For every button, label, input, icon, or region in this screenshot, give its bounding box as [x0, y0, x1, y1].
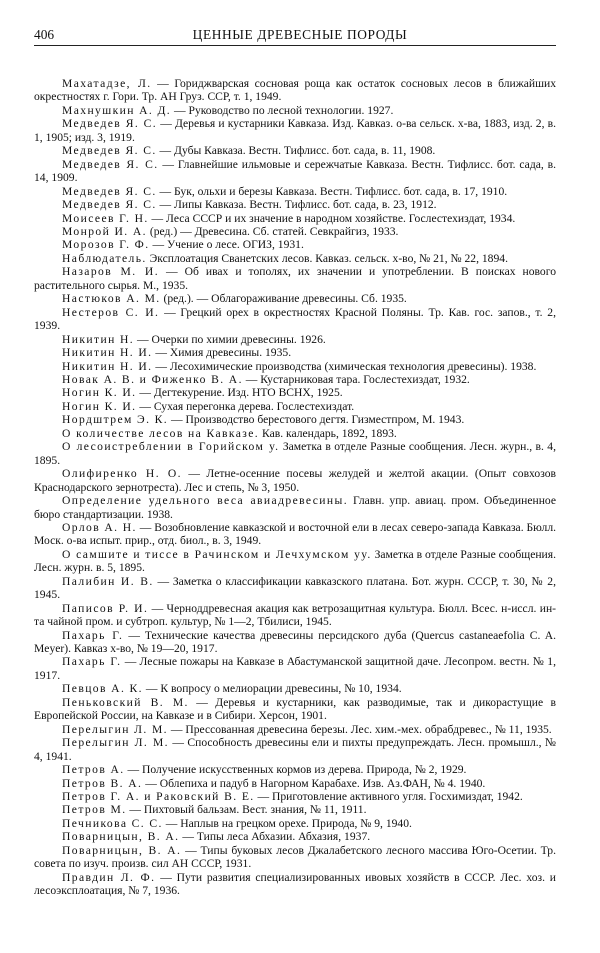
reference-entry — [34, 723, 556, 736]
running-title: ЦЕННЫЕ ДРЕВЕСНЫЕ ПОРОДЫ — [192, 27, 408, 42]
reference-entry — [34, 306, 556, 333]
reference-author: О количестве лесов на Кавказе. — [62, 426, 260, 440]
reference-text: — Возобновление кавказской и восточной ели в лесах северо-запада Кавказа. Бюлл. Моск. о-ва испыт. прир., отд. биол., в. 3, 1949. — [34, 520, 557, 548]
reference-author: Поварницын, В. А. — [62, 843, 182, 857]
reference-text: — Руководство по лесной технологии. 1927. — [174, 103, 394, 117]
reference-author: Никитин Н. И. — [62, 359, 153, 373]
reference-text: — Технические качества древесины персидского дуба (Quercus castaneaefolia C. A. Meyer). Кавказ х-во, № 19—20, 1917. — [34, 628, 556, 656]
reference-entry — [34, 158, 556, 185]
reference-text: — Кустарниковая тара. Гослестехиздат, 1932. — [245, 372, 470, 386]
reference-author: Нордштрем Э. К. — [62, 413, 169, 427]
reference-author: Орлов А. Н. — [62, 520, 137, 534]
reference-text: — Лесохимические производства (химическая технология древесины). 1938. — [155, 359, 537, 373]
reference-author: Моисеев Г. Н. — [62, 211, 149, 225]
reference-text: — Лесные пожары на Кавказе в Абастуманской защитной даче. Лесопром. вестн. № 1, 1917. — [34, 655, 556, 682]
reference-text: — К вопросу о мелиорации древесины, № 10, 1934. — [145, 682, 402, 696]
reference-text: — Облепиха и падуб в Нагорном Карабахе. Изв. Аз.ФАН, № 4. 1940. — [145, 776, 486, 790]
reference-entry — [34, 386, 556, 399]
reference-author: Нестеров С. И. — [62, 305, 160, 319]
reference-text: — Приготовление активного угля. Госхимиздат, 1942. — [257, 790, 523, 804]
reference-text: — Пихтовый бальзам. Вест. знания, № 11, 1911. — [129, 803, 367, 817]
reference-entry — [34, 548, 556, 575]
reference-text: — Сухая перегонка дерева. Гослестехиздат. — [139, 399, 355, 413]
reference-author: Пахарь Г. — [62, 655, 122, 669]
reference-entry — [34, 817, 556, 830]
page-header — [34, 26, 556, 46]
reference-author: Пеньковский В. М. — [62, 695, 189, 709]
reference-author: Правдин Л. Ф. — [62, 870, 156, 884]
page-number: 406 — [34, 27, 55, 42]
reference-text: — Производство берестового дегтя. Гизместпром, М. 1943. — [171, 413, 465, 427]
reference-author: Поварницын, В. А. — [62, 830, 180, 844]
reference-author: Медведев Я. С. — [62, 144, 157, 158]
reference-entry — [34, 844, 556, 871]
reference-entry — [34, 629, 556, 656]
reference-author: Медведев Я. С. — [62, 198, 157, 212]
reference-text: — Пути развития специализированных ивовых хозяйств в СССР. Лес. хоз. и лесоэксплоатация, № 7, 1936. — [34, 870, 556, 898]
reference-entry — [34, 265, 556, 292]
reference-author: Печникова С. С. — [62, 816, 163, 830]
reference-text: — Дегтекурение. Изд. НТО ВСНХ, 1925. — [139, 386, 343, 400]
reference-author: Определение удельного веса авиадревесины. — [62, 494, 348, 508]
reference-author: Медведев Я. С. — [62, 157, 159, 171]
reference-entry — [34, 360, 556, 373]
reference-author: Морозов Г. Ф. — [62, 238, 150, 252]
reference-entry — [34, 830, 556, 843]
reference-text: — Типы буковых лесов Джалабетского лесного массива Юго-Осетии. Тр. совета по изуч. произв. сил АН СССР, 1931. — [34, 843, 556, 871]
reference-author: Паписов Р. И. — [62, 601, 149, 615]
reference-text: — Черноддревесная акация как ветрозащитная культура. Бюлл. Всес. н-иссл. ин-та чайной пром. и субтроп. культур, № 1—2, Тбилиси, 1945. — [34, 601, 557, 629]
reference-entry — [34, 238, 556, 251]
reference-text: — Деревья и кустарники Кавказа. Изд. Кавказ. о-ва сельск. х-ва, 1883, изд. 2, в. 1, 1905; изд. 3, 1919. — [34, 117, 556, 144]
reference-text: — Химия древесины. 1935. — [155, 346, 292, 360]
reference-entry — [34, 763, 556, 776]
reference-entry — [34, 790, 556, 803]
reference-author: Никитин Н. — [62, 332, 135, 346]
reference-entry — [34, 467, 556, 494]
reference-text: — Способность древесины ели и пихты предупреждать. Лесн. промышл., № 4, 1941. — [34, 736, 556, 763]
reference-entry — [34, 494, 556, 521]
reference-author: Ногин К. И. — [62, 399, 137, 413]
reference-author: Монрой И. А. — [62, 224, 147, 238]
reference-author: Настюков А. М. — [62, 292, 161, 306]
reference-author: Петров М. — [62, 803, 127, 817]
reference-text: — Леса СССР и их значение в народном хозяйстве. Гослестехиздат, 1934. — [151, 211, 516, 225]
reference-author: Палибин И. В. — [62, 574, 154, 588]
reference-entry — [34, 602, 556, 629]
reference-text: — Деревья и кустарники, как разводимые, так и дикорастущие в Европейской России, на Кавказе и в Сибири. Херсон, 1901. — [34, 695, 556, 723]
reference-entry — [34, 252, 556, 265]
reference-entry — [34, 144, 556, 157]
reference-entry — [34, 521, 556, 548]
reference-entry — [34, 871, 556, 898]
reference-text: Заметка в отделе Разные сообщения. Лесн. журн., в. 4, 1895. — [34, 440, 556, 467]
reference-text: — Заметка о классификации кавказского платана. Бот. журн. СССР, т. 30, № 2, 1945. — [34, 574, 556, 602]
reference-author: Медведев Я. С. — [62, 117, 158, 131]
reference-entry — [34, 427, 556, 440]
reference-entry — [34, 400, 556, 413]
reference-author: Махатадзе, Л. — [62, 77, 152, 90]
reference-text: — Гориджварская сосновая роща как остаток сосновых лесов в ближайших окрестностях г. Гори. Тр. АН Груз. ССР, т. 1, 1949. — [34, 77, 556, 104]
reference-text: — Грецкий орех в окрестностях Красной Поляны. Тр. Кав. гос. запов., т. 2, 1939. — [34, 305, 556, 333]
reference-text: Главн. упр. авиац. пром. Объединенное бюро стандартизации. 1938. — [34, 494, 556, 521]
reference-text: — Бук, ольхи и березы Кавказа. Вестн. Тифлисс. бот. сада, в. 17, 1910. — [159, 184, 508, 198]
reference-entry — [34, 117, 556, 144]
reference-entry — [34, 292, 556, 305]
reference-author: Петров А. — [62, 763, 125, 777]
reference-entry — [34, 104, 556, 117]
reference-entry — [34, 440, 556, 467]
reference-entry — [34, 346, 556, 359]
reference-text: — Очерки по химии древесины. 1926. — [136, 332, 326, 346]
reference-author: Перелыгин Л. М. — [62, 722, 168, 736]
reference-text: — Дубы Кавказа. Вестн. Тифлисс. бот. сада, в. 11, 1908. — [159, 144, 436, 158]
reference-entry — [34, 185, 556, 198]
reference-text: — Об ивах и тополях, их значении и употреблении. В поисках нового растительного сырья. М., 1935. — [34, 265, 556, 292]
reference-entry — [34, 777, 556, 790]
reference-entry — [34, 575, 556, 602]
reference-entry — [34, 212, 556, 225]
reference-entry — [34, 413, 556, 426]
reference-entry — [34, 803, 556, 816]
reference-author: Махнушкин А. Д. — [62, 103, 172, 117]
reference-entry — [34, 333, 556, 346]
reference-author: Медведев Я. С. — [62, 184, 157, 198]
reference-text: Заметка в отделе Разные сообщения. Лесн. журн. в. 5, 1895. — [34, 547, 556, 575]
reference-text: — Липы Кавказа. Вестн. Тифлисс. бот. сада, в. 23, 1912. — [159, 198, 437, 212]
reference-author: Наблюдатель. — [62, 251, 147, 265]
reference-author: Назаров М. И. — [62, 265, 159, 279]
reference-text: — Наплыв на грецком орехе. Природа, № 9, 1940. — [165, 816, 412, 830]
reference-text: (ред.). — Облагораживание древесины. Сб. 1935. — [163, 292, 407, 306]
reference-text: — Главнейшие ильмовые и сережчатые Кавказа. Вестн. Тифлисс. бот. сада, в. 14, 1909. — [34, 157, 556, 185]
reference-text: — Типы леса Абхазии. Абхазия, 1937. — [182, 830, 371, 844]
reference-entry — [34, 373, 556, 386]
reference-text: — Прессованная древесина березы. Лес. хим.-мех. обрабдревес., № 11, 1935. — [170, 722, 552, 736]
reference-author: О самшите и тиссе в Рачинском и Лечхумском уу. — [62, 547, 372, 561]
reference-list — [34, 77, 556, 898]
reference-author: Певцов А. К. — [62, 682, 143, 696]
reference-entry — [34, 225, 556, 238]
reference-text: (ред.) — Древесина. Сб. статей. Севкрайгиз, 1933. — [149, 224, 399, 238]
reference-entry — [34, 696, 556, 723]
reference-author: Петров В. А. — [62, 776, 143, 790]
reference-text: Эксплоатация Сванетских лесов. Кавказ. сельск. х-во, № 21, № 22, 1894. — [149, 251, 508, 265]
reference-entry — [34, 655, 556, 682]
reference-text: — Летне-осенние посевы желудей и желтой акации. (Опыт совхозов Краснодарского зернотреста). Лес и степь, № 3, 1950. — [34, 467, 556, 494]
reference-text: Кав. календарь, 1892, 1893. — [262, 426, 397, 440]
reference-author: Новак А. В. и Фиженко В. А. — [62, 372, 243, 386]
reference-text: — Учение о лесе. ОГИЗ, 1931. — [152, 238, 304, 252]
reference-entry — [34, 736, 556, 763]
reference-entry — [34, 77, 556, 104]
reference-text: — Получение искусственных кормов из дерева. Природа, № 2, 1929. — [127, 763, 467, 777]
reference-author: Петров Г. А. и Раковский В. Е. — [62, 790, 255, 804]
reference-author: Ногин К. И. — [62, 386, 137, 400]
reference-author: Пахарь Г. — [62, 628, 124, 642]
reference-author: Никитин Н. И. — [62, 346, 153, 360]
reference-entry — [34, 198, 556, 211]
reference-author: Перелыгин Л. М. — [62, 736, 169, 750]
reference-entry — [34, 682, 556, 695]
reference-author: Олифиренко Н. О. — [62, 467, 182, 481]
reference-author: О лесоистреблении в Горийском у. — [62, 440, 280, 454]
